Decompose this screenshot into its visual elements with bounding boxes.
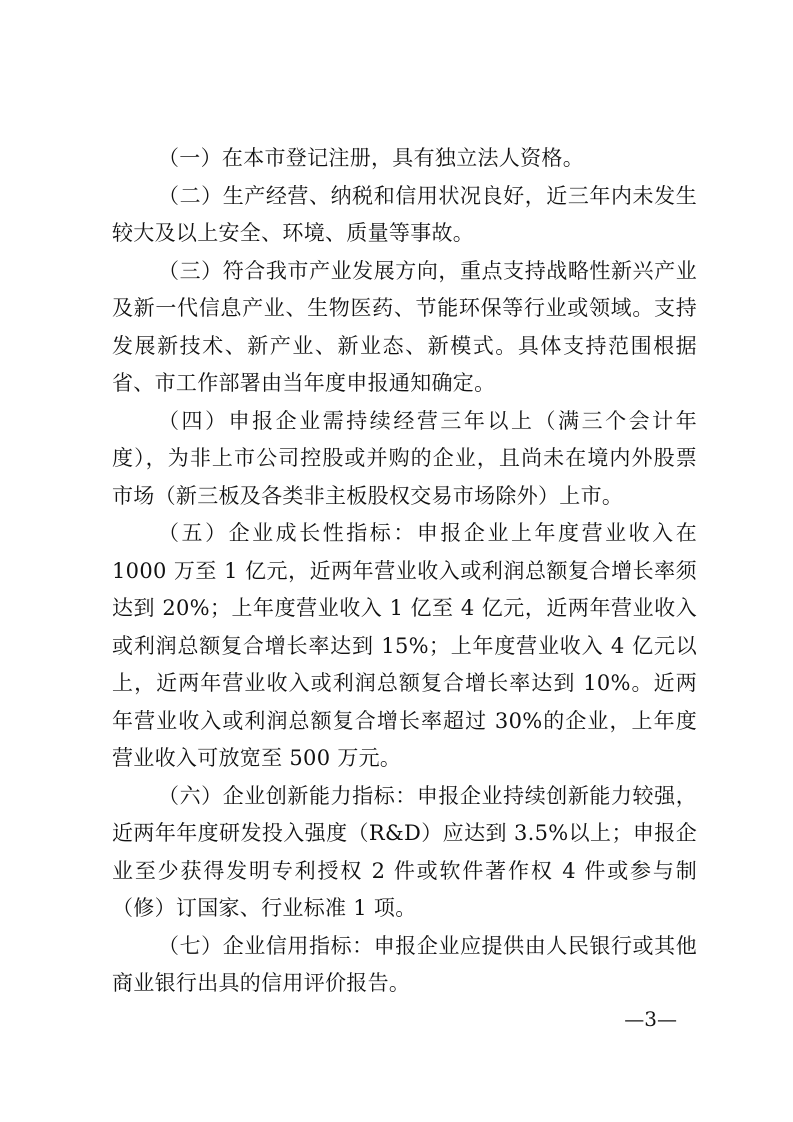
page-number: —3— <box>624 1007 677 1031</box>
criterion-paragraph-5: （五）企业成长性指标：申报企业上年度营业收入在 1000 万至 1 亿元，近两年营业收入或利润总额复合增长率须达到 20%；上年度营业收入 1 亿至 4 亿元，近两年营业收入或利润总额复合增长率达到 15%；上年度营业收入 4 亿元以上，近两年营业收入或利润总额复合增长率达到 10%。近两年营业收入或利润总额复合增长率超过 30%的企业，上年度营业收入可放宽至 500 万元。 <box>112 521 697 770</box>
criterion-paragraph-7: （七）企业信用指标：申报企业应提供由人民银行或其他商业银行出具的信用评价报告。 <box>112 933 697 995</box>
criterion-paragraph-6: （六）企业创新能力指标：申报企业持续创新能力较强，近两年年度研发投入强度（R&D）应达到 3.5%以上；申报企业至少获得发明专利授权 2 件或软件著作权 4 件或参与制（修）订国家、行业标准 1 项。 <box>112 783 697 920</box>
document-body <box>112 140 697 1003</box>
criterion-paragraph-4: （四）申报企业需持续经营三年以上（满三个会计年度），为非上市公司控股或并购的企业，且尚未在境内外股票市场（新三板及各类非主板股权交易市场除外）上市。 <box>112 408 697 508</box>
criterion-paragraph-2: （二）生产经营、纳税和信用状况良好，近三年内未发生较大及以上安全、环境、质量等事故。 <box>112 183 697 245</box>
criterion-paragraph-3: （三）符合我市产业发展方向，重点支持战略性新兴产业及新一代信息产业、生物医药、节能环保等行业或领域。支持发展新技术、新产业、新业态、新模式。具体支持范围根据省、市工作部署由当年度申报通知确定。 <box>112 258 697 395</box>
criterion-paragraph-1: （一）在本市登记注册，具有独立法人资格。 <box>158 146 584 170</box>
